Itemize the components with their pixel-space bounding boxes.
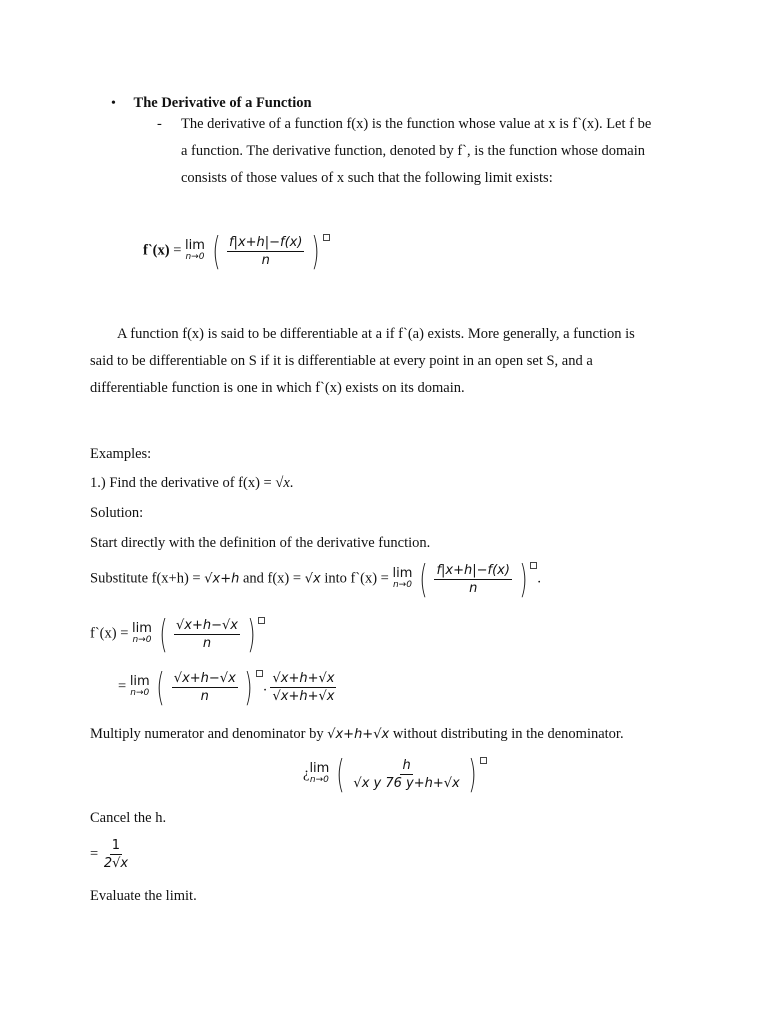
intro-line-2: a function. The derivative function, denoted by f`, is the function whose domain [181,143,646,159]
intro-line-1: The derivative of a function f(x) is the function whose value at x is f`(x). Let f be [181,116,652,132]
example-1-text: 1.) Find the derivative of f(x) = [90,475,276,491]
fraction-denominator: n [200,688,209,704]
sqrt-symbol: √ [275,475,284,491]
section-title: The Derivative of a Function [133,95,312,111]
step-3-fraction [351,758,461,791]
step-3: ¿ lim n→0 ( $\frac{h}{\text{√x y 76 y+h+√x}}$ ) [303,755,487,793]
examples-label: Examples: [90,446,152,462]
solution-label: Solution: [90,505,144,521]
substitute-text-3: into f`(x) = [324,570,393,587]
step-2-fraction-2 [270,671,336,704]
placeholder-box-icon [258,617,265,624]
step-2-lhs: = [118,678,130,695]
placeholder-box-icon [323,234,330,241]
fraction-denominator: n [261,252,270,268]
fraction-numerator: √x+h+√x [272,670,335,686]
paragraph-line-1: A function f(x) is said to be differentiable at a if f`(a) exists. More generally, a function is [117,326,635,342]
paragraph-line-2: said to be differentiable on S if it is differentiable at every point in an open set S, and a [90,353,593,369]
fraction-denominator: n [202,635,212,651]
lim-text: lim [309,761,330,776]
paragraph-line-3: differentiable function is one in which f`(x) exists on its domain. [90,380,465,396]
definition-lhs: f`(x) [143,242,170,259]
lim-subscript: n→0 [185,252,205,262]
substitute-text-1: Substitute f(x+h) = [90,570,205,587]
multiply-text-1: Multiply numerator and denominator by [90,726,328,742]
limit-operator [309,762,329,786]
definition-eq: = [173,242,182,259]
step-2-dot: . [263,678,267,695]
substitute-end: . [537,570,542,587]
multiply-line [90,726,624,743]
fraction-numerator: f|x+h|−f(x) [436,562,510,578]
heading [111,95,312,112]
lim-text: lim [392,566,413,581]
fraction-denominator: √x y 76 y+h+√x [353,775,460,791]
fraction-numerator: √x+h−√x [173,670,236,686]
fraction-numerator: 1 [111,838,121,853]
evaluate-text: Evaluate the limit. [90,888,197,904]
lim-subscript: n→0 [130,688,150,698]
result-eq: = [90,845,99,862]
definition-formula: f`(x) = lim n→0 ( $\frac{f|x+h|-f(x)}{n}$ ) [143,232,330,270]
intro-line-3: consists of those values of x such that the following limit exists: [181,170,553,186]
limit-operator [393,567,413,591]
definition-fraction [227,235,304,268]
substitute-text-2: and f(x) = [242,570,305,587]
limit-operator [185,239,205,263]
start-text: Start directly with the definition of the derivative function. [90,535,431,551]
placeholder-box-icon [480,757,487,764]
substitute-line: Substitute f(x+h) = √x+h and f(x) = √x into f`(x) = lim n→0 ( $\frac{f|x+h|-f(x)}{n}$ ) . [90,557,542,601]
fraction-numerator: h [402,757,411,773]
lim-text: lim [185,238,205,253]
example-1 [90,475,293,492]
lim-text: lim [129,674,150,689]
result-fraction [102,838,130,871]
placeholder-box-icon [256,670,263,677]
step-1-lhs: f`(x) = [90,625,132,642]
result [90,838,130,871]
fraction-denominator: 2√x [103,856,129,871]
bullet-icon: • [111,96,116,111]
fraction-denominator: √x+h+√x [272,688,335,704]
step-2-fraction-1 [172,671,238,704]
multiply-text-2: without distributing in the denominator. [389,726,624,742]
lim-text: lim [132,621,152,636]
placeholder-box-icon [530,562,537,569]
lim-subscript: n→0 [132,635,152,645]
step-3-prefix: ¿ [303,765,310,782]
fraction-numerator: f|x+h|−f(x) [228,234,303,250]
multiply-expr: √x+h+√x [327,727,390,742]
step-2: = lim n→0 ( $\frac{√x+h-√x}{n}$ ) . $\frac{√x+h+√x}{√x+h+√x}$ [118,665,335,709]
fraction-denominator: n [469,580,478,596]
limit-operator [130,675,150,699]
substitute-expr-1: √x+h [204,571,240,587]
lim-subscript: n→0 [309,775,329,785]
step-1-fraction [174,618,240,651]
fraction-numerator: √x+h−√x [175,617,238,633]
step-1: f`(x) = lim n→0 ( $\frac{√x+h-√x}{n}$ ) [90,615,265,653]
limit-operator [132,622,152,646]
example-1-suffix: . [289,475,294,491]
cancel-text: Cancel the h. [90,810,167,826]
lim-subscript: n→0 [392,580,412,590]
substitute-fraction [434,563,511,596]
intro-dash: - [157,116,162,132]
example-1-var: x [283,475,290,491]
substitute-expr-2: √x [304,571,321,587]
